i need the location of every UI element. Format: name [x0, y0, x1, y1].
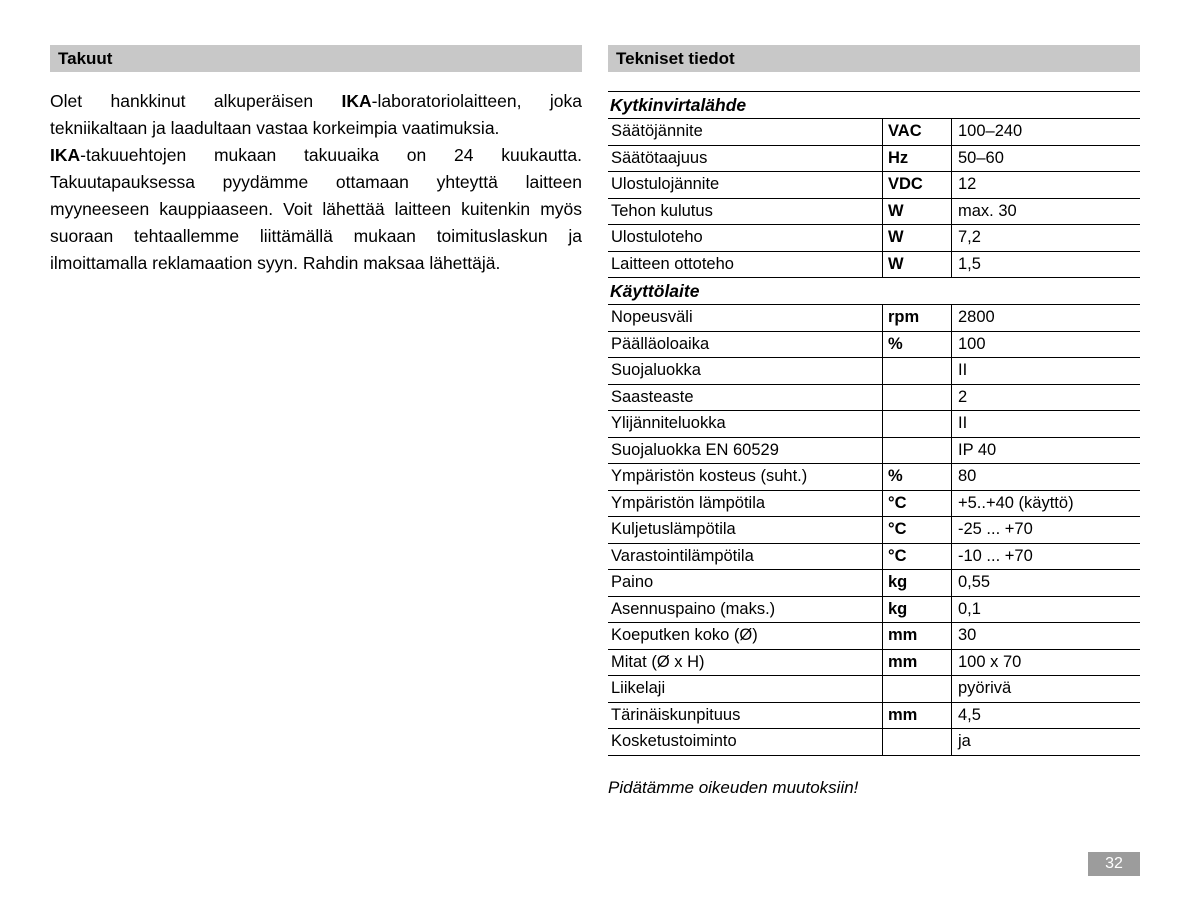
spec-name: Suojaluokka	[611, 361, 701, 380]
warranty-header-bar	[50, 45, 582, 72]
spec-unit: rpm	[882, 305, 952, 331]
spec-name: Kuljetuslämpötila	[611, 520, 736, 539]
spec-value: 4,5	[958, 705, 981, 724]
spec-name: Laitteen ottoteho	[611, 254, 734, 273]
table-row	[608, 305, 1140, 332]
table-section-rows-power	[608, 119, 1140, 278]
spec-unit: mm	[882, 623, 952, 649]
spec-name: Liikelaji	[611, 679, 666, 698]
spec-value: 50–60	[958, 148, 1004, 167]
table-row	[608, 517, 1140, 544]
technical-data-header-bar	[608, 45, 1140, 72]
spec-value: -10 ... +70	[958, 546, 1033, 565]
spec-unit: VDC	[882, 172, 952, 198]
spec-name: Saasteaste	[611, 387, 694, 406]
spec-name: Ulostulojännite	[611, 175, 720, 194]
spec-unit: VAC	[882, 119, 952, 145]
spec-name: Säätöjännite	[611, 122, 703, 141]
table-row	[608, 252, 1140, 279]
spec-unit: %	[882, 464, 952, 490]
spec-value: 1,5	[958, 254, 981, 273]
table-row	[608, 438, 1140, 465]
spec-unit: %	[882, 332, 952, 358]
table-row	[608, 491, 1140, 518]
spec-unit: mm	[882, 650, 952, 676]
table-row	[608, 172, 1140, 199]
paragraph-text: Olet hankkinut alkuperäisen	[50, 91, 342, 111]
spec-name: Tärinäiskunpituus	[611, 705, 741, 724]
spec-value: 2	[958, 387, 968, 406]
spec-value: ja	[958, 732, 971, 751]
table-row	[608, 385, 1140, 412]
spec-name: Ylijänniteluokka	[611, 414, 726, 433]
spec-value: 100	[958, 334, 986, 353]
spec-name: Ympäristön lämpötila	[611, 493, 766, 512]
spec-unit: Hz	[882, 146, 952, 172]
spec-unit: W	[882, 199, 952, 225]
table-row	[608, 146, 1140, 173]
table-row	[608, 729, 1140, 756]
spec-unit: °C	[882, 491, 952, 517]
spec-name: Koeputken koko (Ø)	[611, 626, 758, 645]
technical-data-section	[608, 45, 1140, 798]
table-row	[608, 464, 1140, 491]
table-row	[608, 225, 1140, 252]
warranty-text	[50, 88, 582, 277]
spec-value: II	[958, 414, 968, 433]
spec-value: IP 40	[958, 440, 997, 459]
spec-name: Ympäristön kosteus (suht.)	[611, 467, 808, 486]
spec-unit: kg	[882, 570, 952, 596]
spec-name: Säätötaajuus	[611, 148, 708, 167]
spec-value: 0,1	[958, 599, 981, 618]
spec-unit: W	[882, 225, 952, 251]
paragraph-text: -laboratoriolaitteen, joka tekniikaltaan ja laadultaan vastaa korkeimpia vaatimuksia.	[50, 91, 582, 138]
revision-note: Pidätämme oikeuden muutoksiin!	[608, 777, 859, 797]
spec-unit	[882, 385, 952, 411]
table-row	[608, 676, 1140, 703]
spec-name: Ulostuloteho	[611, 228, 703, 247]
table-row	[608, 544, 1140, 571]
page-number: 32	[1088, 852, 1140, 876]
spec-unit	[882, 729, 952, 755]
spec-name: Kosketustoiminto	[611, 732, 737, 751]
spec-unit	[882, 676, 952, 702]
spec-value: 100 x 70	[958, 652, 1022, 671]
spec-name: Tehon kulutus	[611, 201, 713, 220]
table-row	[608, 623, 1140, 650]
technical-data-title: Tekniset tiedot	[616, 48, 735, 68]
spec-table	[608, 91, 1140, 756]
spec-unit	[882, 438, 952, 464]
spec-name: Varastointilämpötila	[611, 546, 754, 565]
spec-unit: mm	[882, 703, 952, 729]
spec-value: 30	[958, 626, 977, 645]
table-section-title-drive: Käyttölaite	[608, 278, 1140, 305]
spec-value: 100–240	[958, 122, 1023, 141]
spec-name: Nopeusväli	[611, 308, 693, 327]
spec-value: 7,2	[958, 228, 981, 247]
table-row	[608, 411, 1140, 438]
table-row	[608, 650, 1140, 677]
spec-unit	[882, 358, 952, 384]
table-row	[608, 199, 1140, 226]
warranty-section	[50, 45, 582, 277]
spec-value: 0,55	[958, 573, 991, 592]
spec-unit: kg	[882, 597, 952, 623]
warranty-title: Takuut	[58, 48, 113, 68]
spec-unit: W	[882, 252, 952, 278]
spec-unit: °C	[882, 517, 952, 543]
brand-name: IKA	[50, 145, 81, 165]
table-row	[608, 703, 1140, 730]
spec-name: Päälläoloaika	[611, 334, 710, 353]
paragraph-text: -takuuehtojen mukaan takuuaika on 24 kuukautta. Takuutapauksessa pyydämme ottamaan yhteyttä laitteen myyneeseen kauppiaaseen. Voit lähettää laitteen kuitenkin myös suoraan tehtaallemme liittämällä mukaan toimituslaskun ja ilmoittamalla reklamaation syyn. Rahdin maksaa lähettäjä.	[50, 145, 582, 273]
brand-name: IKA	[341, 91, 372, 111]
table-row	[608, 597, 1140, 624]
table-row	[608, 119, 1140, 146]
table-row	[608, 358, 1140, 385]
spec-value: 80	[958, 467, 977, 486]
spec-value: max. 30	[958, 201, 1017, 220]
spec-name: Paino	[611, 573, 654, 592]
table-section-rows-drive	[608, 305, 1140, 756]
spec-value: 12	[958, 175, 977, 194]
table-section-title-power: Kytkinvirtalähde	[608, 92, 1140, 119]
table-row	[608, 332, 1140, 359]
spec-name: Mitat (Ø x H)	[611, 652, 705, 671]
warranty-paragraph-2	[50, 142, 582, 277]
spec-unit	[882, 411, 952, 437]
spec-value: -25 ... +70	[958, 520, 1033, 539]
spec-value: 2800	[958, 308, 995, 327]
spec-name: Suojaluokka EN 60529	[611, 440, 779, 459]
spec-value: pyörivä	[958, 679, 1012, 698]
spec-value: +5..+40 (käyttö)	[958, 493, 1074, 512]
spec-value: II	[958, 361, 968, 380]
warranty-paragraph-1	[50, 88, 582, 142]
table-row	[608, 570, 1140, 597]
spec-unit: °C	[882, 544, 952, 570]
spec-name: Asennuspaino (maks.)	[611, 599, 776, 618]
